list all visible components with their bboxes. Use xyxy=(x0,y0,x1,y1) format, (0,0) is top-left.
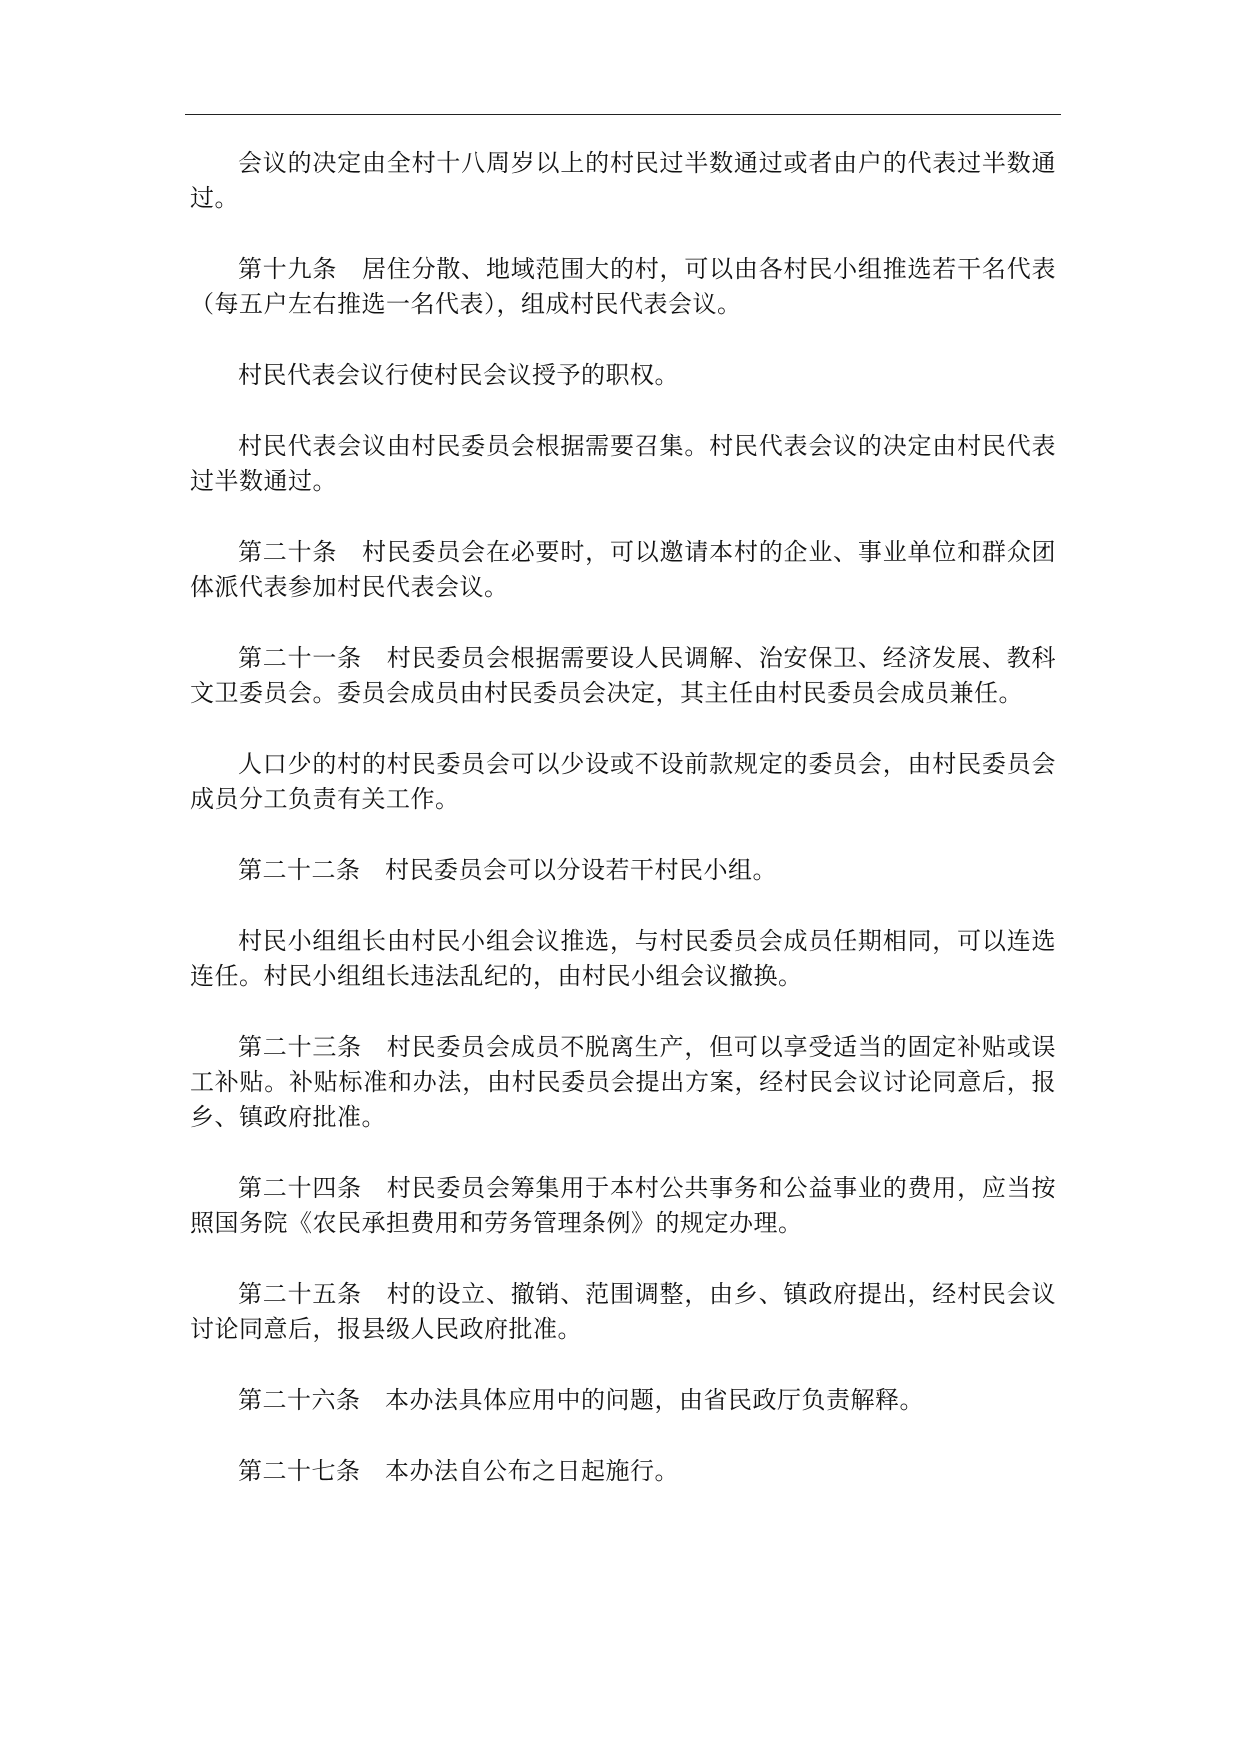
paragraph-article-24: 第二十四条 村民委员会筹集用于本村公共事务和公益事业的费用，应当按照国务院《农民承担费用和劳务管理条例》的规定办理。 xyxy=(190,1174,1056,1237)
paragraph: 村民代表会议由村民委员会根据需要召集。村民代表会议的决定由村民代表过半数通过。 xyxy=(190,432,1056,495)
paragraph: 会议的决定由全村十八周岁以上的村民过半数通过或者由户的代表过半数通过。 xyxy=(190,149,1056,212)
paragraph-article-20: 第二十条 村民委员会在必要时，可以邀请本村的企业、事业单位和群众团体派代表参加村民代表会议。 xyxy=(190,538,1056,601)
paragraph-article-19: 第十九条 居住分散、地域范围大的村，可以由各村民小组推选若干名代表（每五户左右推选一名代表），组成村民代表会议。 xyxy=(190,255,1056,318)
paragraph-article-27: 第二十七条 本办法自公布之日起施行。 xyxy=(238,1457,679,1485)
paragraph-article-25: 第二十五条 村的设立、撤销、范围调整，由乡、镇政府提出，经村民会议讨论同意后，报县级人民政府批准。 xyxy=(190,1280,1056,1343)
paragraph: 人口少的村的村民委员会可以少设或不设前款规定的委员会，由村民委员会成员分工负责有关工作。 xyxy=(190,750,1056,813)
paragraph-article-22: 第二十二条 村民委员会可以分设若干村民小组。 xyxy=(238,856,777,884)
header-rule xyxy=(185,114,1061,115)
paragraph: 村民代表会议行使村民会议授予的职权。 xyxy=(238,361,679,389)
paragraph-article-23: 第二十三条 村民委员会成员不脱离生产，但可以享受适当的固定补贴或误工补贴。补贴标准和办法，由村民委员会提出方案，经村民会议讨论同意后，报乡、镇政府批准。 xyxy=(190,1033,1056,1131)
paragraph: 村民小组组长由村民小组会议推选，与村民委员会成员任期相同，可以连选连任。村民小组组长违法乱纪的，由村民小组会议撤换。 xyxy=(190,927,1056,990)
paragraph-article-21: 第二十一条 村民委员会根据需要设人民调解、治安保卫、经济发展、教科文卫委员会。委员会成员由村民委员会决定，其主任由村民委员会成员兼任。 xyxy=(190,644,1056,707)
paragraph-article-26: 第二十六条 本办法具体应用中的问题，由省民政厅负责解释。 xyxy=(238,1386,924,1414)
document-body xyxy=(190,146,1056,1525)
